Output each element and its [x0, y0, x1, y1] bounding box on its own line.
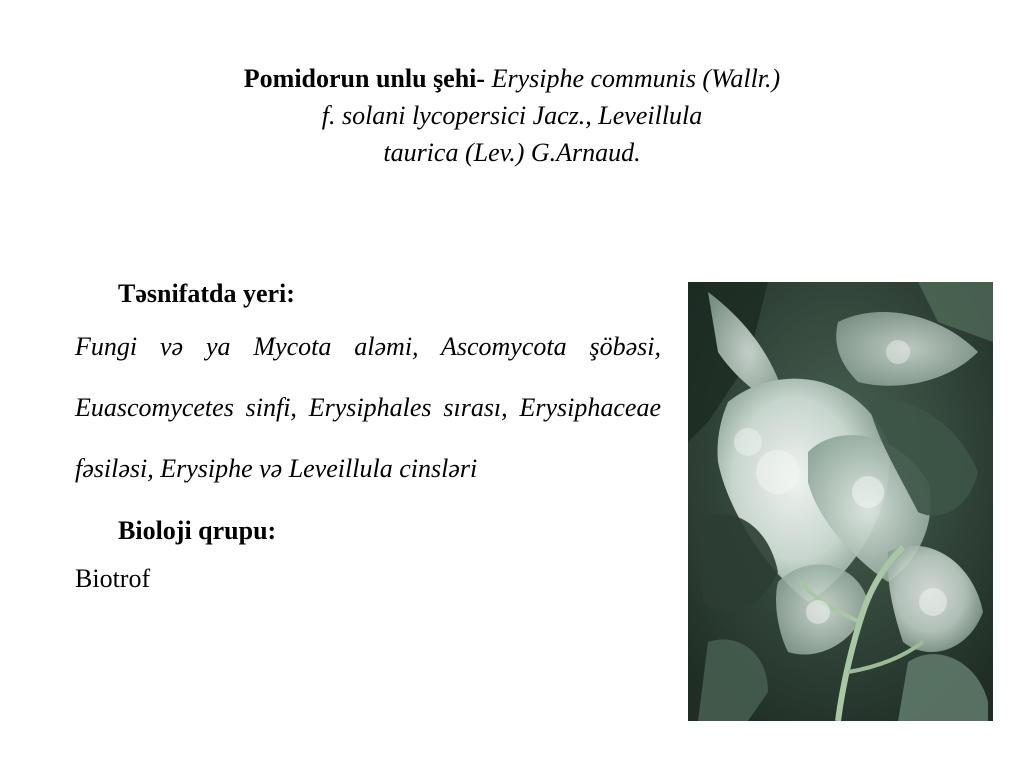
- title-latin-line-1: Erysiphe communis (Wallr.): [491, 64, 781, 93]
- classification-text: Fungi və ya Mycota aləmi, Ascomycota şöbəsi, Euascomycetes sinfi, Erysiphales sırası, Erysiphaceae fəsiləsi, Erysiphe və Leveillula cinsləri: [75, 332, 661, 483]
- title-latin-line-3: taurica (Lev.) G.Arnaud.: [383, 138, 641, 167]
- classification-heading: Təsnifatda yeri:: [118, 279, 295, 308]
- mildew-spot: [756, 450, 800, 494]
- mildew-spot: [886, 340, 910, 364]
- title-latin-line-2: f. solani lycopersici Jacz., Leveillula: [321, 101, 703, 130]
- mildew-spot: [806, 600, 830, 624]
- mildew-spot: [919, 588, 947, 616]
- leaf-illustration: [688, 282, 993, 721]
- slide-body: [75, 272, 661, 601]
- slide-title: [100, 60, 924, 171]
- title-common-name: Pomidorun unlu şehi-: [243, 64, 486, 93]
- powdery-mildew-photo: [688, 282, 993, 721]
- mildew-spot: [852, 476, 884, 508]
- biology-heading: Bioloji qrupu:: [118, 516, 277, 545]
- mildew-spot: [734, 428, 762, 456]
- biology-value: Biotrof: [75, 564, 151, 593]
